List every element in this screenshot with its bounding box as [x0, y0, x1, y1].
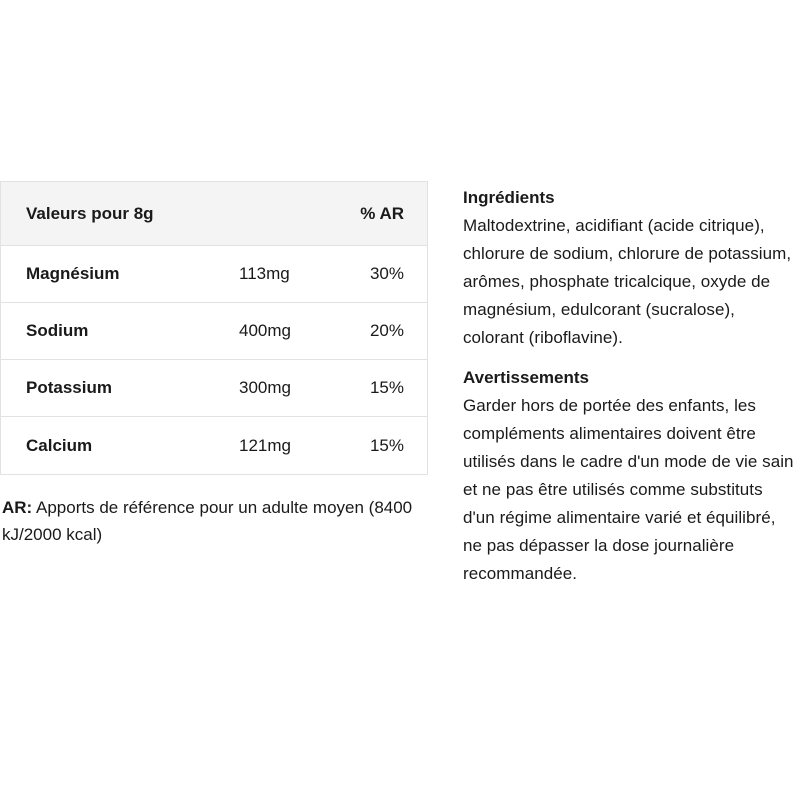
header-label: Valeurs pour 8g [26, 203, 154, 223]
nutrient-name: Potassium [26, 378, 112, 397]
warnings-title: Avertissements [463, 368, 589, 387]
nutrient-name: Magnésium [26, 264, 120, 283]
nutrient-amount: 300mg [239, 378, 291, 397]
nutrient-percent: 20% [369, 321, 404, 340]
ingredients-body: Maltodextrine, acidifiant (acide citrique), chlorure de sodium, chlorure de potassium, arômes, phosphate tricalcique, oxyde de magnésium, edulcorant (sucralose), colorant (riboflavine). [463, 216, 792, 347]
table-row-potassium [1, 360, 427, 417]
nutrient-amount: 400mg [239, 321, 291, 340]
footnote-text: Apports de référence pour un adulte moyen (8400 kJ/2000 kcal) [2, 498, 413, 544]
footnote-label: AR: [2, 498, 33, 517]
table-row-calcium [1, 417, 427, 474]
nutrition-table [0, 181, 428, 475]
table-row-sodium [1, 303, 427, 360]
nutrient-percent: 15% [369, 378, 404, 397]
ingredients-title: Ingrédients [463, 188, 555, 207]
table-row-magnesium [1, 246, 427, 303]
reference-footnote [2, 494, 422, 548]
nutrient-amount: 121mg [239, 435, 291, 455]
nutrient-name: Calcium [26, 435, 93, 455]
warnings-body: Garder hors de portée des enfants, les compléments alimentaires doivent être utilisés dans le cadre d'un mode de vie sain et ne pas être utilisés comme substituts d'un régime alimentaire varié et équilibré, ne pas dépasser la dose journalière recommandée. [463, 396, 794, 583]
nutrient-name: Sodium [26, 321, 89, 340]
header-percent: % AR [360, 203, 404, 223]
product-info [463, 184, 798, 600]
table-header [1, 182, 427, 246]
nutrient-amount: 113mg [239, 264, 290, 283]
nutrient-percent: 15% [369, 435, 404, 455]
nutrient-percent: 30% [369, 264, 404, 283]
